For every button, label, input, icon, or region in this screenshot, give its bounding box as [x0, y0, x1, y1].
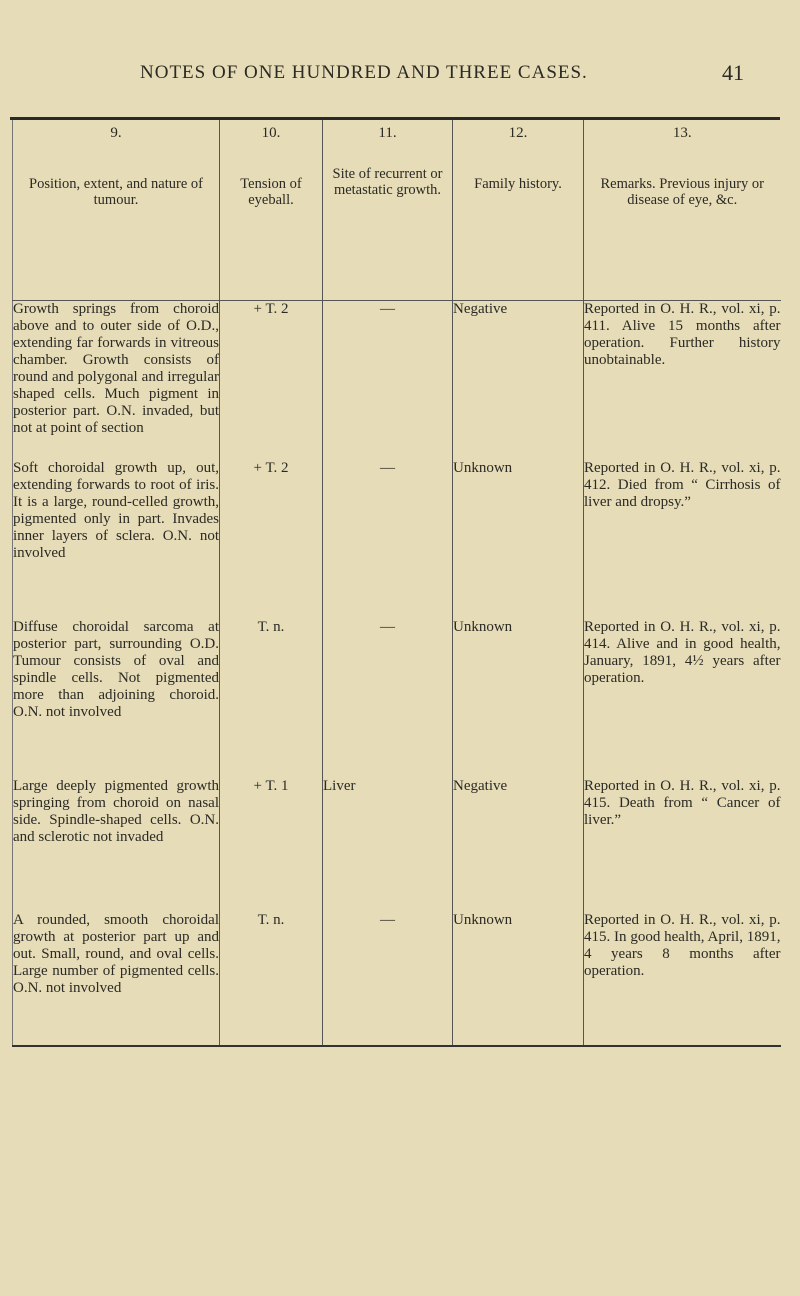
cell-position: A rounded, smooth choroidal growth at posterior part up and out. Small, round, and oval cells. Large number of pigmented cells. O.N. not involved: [13, 912, 220, 1046]
cell-site: —: [323, 301, 453, 460]
cell-family: Unknown: [453, 912, 584, 1046]
cell-position: Large deeply pigmented growth springing from choroid on nasal side. Spindle-shaped cells. O.N. and sclerotic not invaded: [13, 778, 220, 912]
cell-tension: + T. 2: [220, 460, 323, 619]
column-header-remarks: [584, 120, 781, 301]
cell-position: Growth springs from choroid above and to outer side of O.D., extending far forwards in vitreous chamber. Growth consists of round and polygonal and irregular shaped cells. Much pigment in posterior part. O.N. invaded, but not at point of section: [13, 301, 220, 460]
column-number: 11.: [378, 125, 397, 141]
page-header: [0, 62, 800, 92]
cell-site: —: [323, 912, 453, 1046]
cell-family: Unknown: [453, 460, 584, 619]
page-title: NOTES OF ONE HUNDRED AND THREE CASES.: [140, 62, 588, 83]
cell-family: Negative: [453, 778, 584, 912]
cell-remarks: Reported in O. H. R., vol. xi, p. 411. Alive 15 months after operation. Further history unobtainable.: [584, 301, 781, 460]
cell-tension: T. n.: [220, 619, 323, 778]
table-row: [13, 460, 781, 619]
cell-position: Soft choroidal growth up, out, extending forwards to root of iris. It is a large, round-celled growth, pigmented only in part. Invades inner layers of sclera. O.N. not involved: [13, 460, 220, 619]
cases-table: [12, 120, 781, 1047]
column-label: Family history.: [474, 176, 562, 192]
cell-site: —: [323, 619, 453, 778]
cell-site: —: [323, 460, 453, 619]
cell-family: Unknown: [453, 619, 584, 778]
column-label: Site of recurrent or metastatic growth.: [332, 166, 443, 198]
cell-remarks: Reported in O. H. R., vol. xi, p. 415. In good health, April, 1891, 4 years 8 months after operation.: [584, 912, 781, 1046]
column-number: 12.: [508, 125, 528, 141]
cell-tension: + T. 1: [220, 778, 323, 912]
table-row: [13, 619, 781, 778]
cell-position: Diffuse choroidal sarcoma at posterior part, surrounding O.D. Tumour consists of oval and spindle cells. Not pigmented more than adjoining choroid. O.N. not involved: [13, 619, 220, 778]
cell-tension: + T. 2: [220, 301, 323, 460]
column-header-family: [453, 120, 584, 301]
column-header-site: [323, 120, 453, 301]
table-row: [13, 301, 781, 460]
column-label: Remarks. Previous injury or disease of eye, &c.: [600, 176, 764, 208]
cell-family: Negative: [453, 301, 584, 460]
cell-tension: T. n.: [220, 912, 323, 1046]
column-number: 13.: [672, 125, 692, 141]
cell-remarks: Reported in O. H. R., vol. xi, p. 415. Death from “ Cancer of liver.”: [584, 778, 781, 912]
table-header-row: [13, 120, 781, 301]
column-header-tension: [220, 120, 323, 301]
cell-remarks: Reported in O. H. R., vol. xi, p. 412. Died from “ Cirrhosis of liver and dropsy.”: [584, 460, 781, 619]
cell-remarks: Reported in O. H. R., vol. xi, p. 414. Alive and in good health, January, 1891, 4½ years after operation.: [584, 619, 781, 778]
cell-site: Liver: [323, 778, 453, 912]
table-row: [13, 912, 781, 1046]
page-number: 41: [722, 60, 744, 85]
column-label: Position, extent, and nature of tumour.: [29, 176, 203, 208]
table-row: [13, 778, 781, 912]
column-number: 9.: [110, 125, 122, 141]
column-label: Tension of eyeball.: [240, 176, 302, 208]
column-header-position: [13, 120, 220, 301]
column-number: 10.: [261, 125, 281, 141]
